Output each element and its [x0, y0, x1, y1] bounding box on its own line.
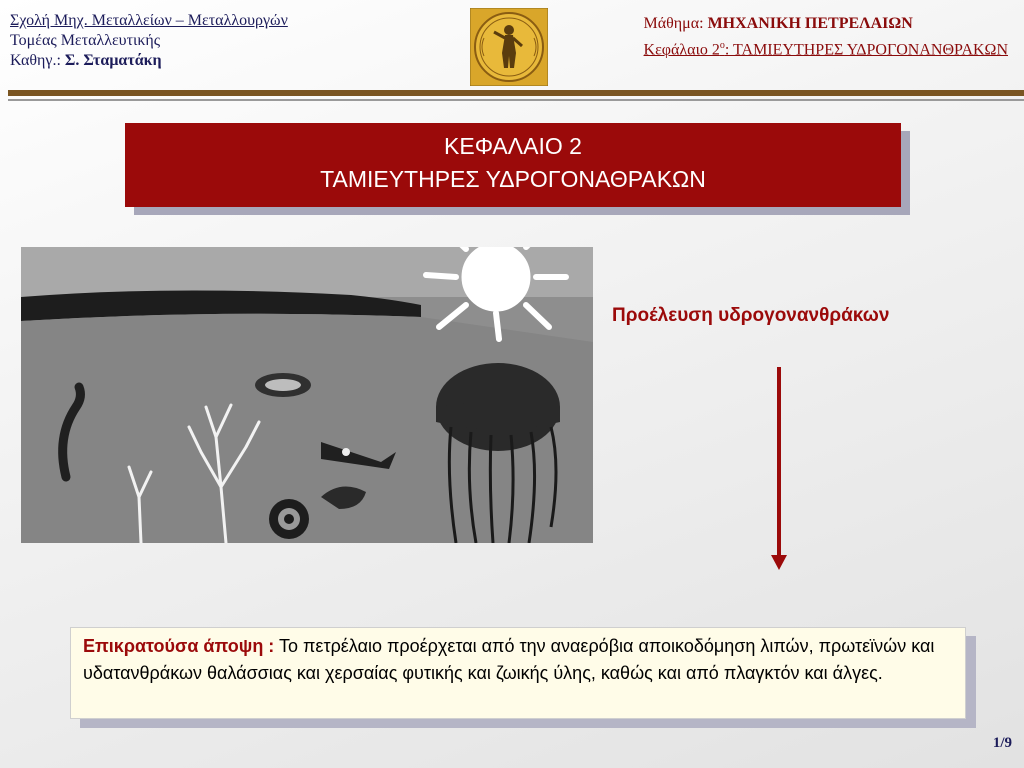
note-label: Επικρατούσα άποψη : [83, 636, 275, 656]
hydrocarbon-origin-label: Προέλευση υδρογονανθράκων [612, 305, 890, 326]
chapter-line [644, 35, 1008, 61]
course-line [644, 13, 1008, 35]
university-seal-icon [470, 8, 548, 86]
header-institution [10, 11, 288, 71]
chapter-rest: : ΤΑΜΙΕΥΤΗΡΕΣ ΥΔΡΟΓΟΝΑΝΘΡΑΚΩΝ [724, 41, 1008, 59]
slide-title [125, 123, 901, 207]
header-course [644, 13, 1008, 61]
chapter-prefix: Κεφάλαιο 2 [643, 41, 720, 59]
header-rule-thick [8, 90, 1024, 96]
school-name: Σχολή Μηχ. Μεταλλείων – Μεταλλουργών [10, 12, 288, 29]
chapter-sup: ο [719, 40, 725, 51]
arrow-down-icon [768, 365, 790, 573]
prevailing-view-note [70, 627, 966, 719]
title-line-2: ΤΑΜΙΕΥΤΗΡΕΣ ΥΔΡΟΓΟΝΑΘΡΑΚΩΝ [320, 166, 706, 192]
page-number: 1/9 [992, 735, 1012, 751]
note-text: Το πετρέλαιο προέρχεται από την αναερόβια αποικοδόμηση λιπών, πρωτεϊνών και υδατανθράκων θαλάσσιας και χερσαίας φυτικής και ζωικής ύλης, καθώς και από πλαγκτόν και άλγες. [83, 636, 935, 683]
course-prefix: Μάθημα: [643, 15, 708, 32]
header-rule-thin [8, 99, 1024, 101]
professor-prefix: Καθηγ.: [10, 52, 65, 69]
title-line-1: ΚΕΦΑΛΑΙΟ 2 [444, 133, 582, 159]
professor-line [10, 51, 288, 71]
department-name: Τομέας Μεταλλευτικής [10, 32, 161, 49]
marine-life-illustration [21, 247, 593, 543]
course-name: ΜΗΧΑΝΙΚΗ ΠΕΤΡΕΛΑΙΩΝ [707, 15, 913, 32]
professor-name: Σ. Σταματάκη [64, 52, 162, 69]
